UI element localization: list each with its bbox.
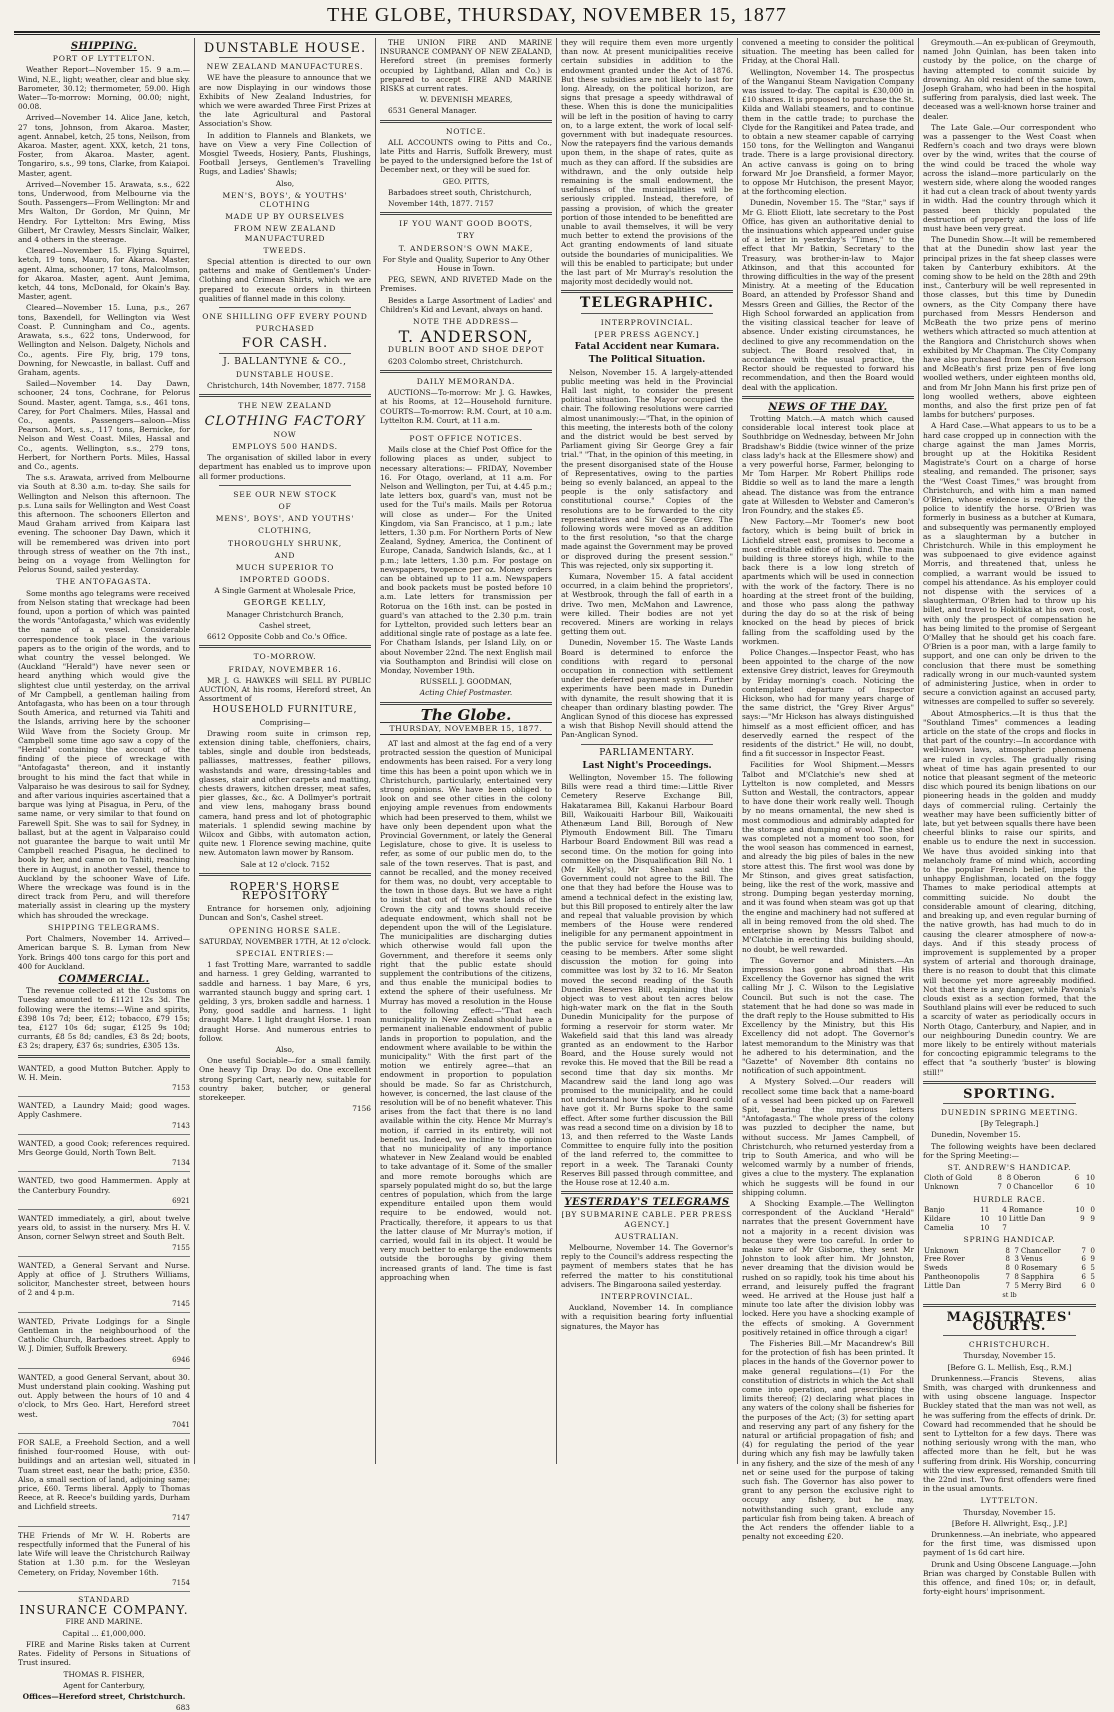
ad-number: 6921: [172, 1196, 190, 1205]
ad-number: 7143: [172, 1121, 190, 1130]
weight-value: 0: [1006, 1181, 1012, 1191]
commercial-text: The revenue collected at the Customs on Tuesday amounted to £1121 12s 3d. The following were the items:—Wine and spirits, £398 10s 7d; beer, £12; tobacco, £79 15s; tea, £127 10s 6d; sugar, £125 9s 10d; currants, £8 5s 8d; candles, £3 8s 2d; boots, £3 2s; drapery, £37 6s; sundries, £305 13s.: [18, 986, 190, 1051]
news-item: Facilities for Wool Shipment.—Messrs Talbot and M'Clatchie's new shed at Lyttelton is now completed, and Messrs Sutton and Westall, the contractors, appear to have done their work really well. Though by no means ornamental, the new shed is most commodious and admirably adapted for the storage and dumping of wool. The shed was completed not a moment too soon, for the wool season has commenced in earnest, and already the big piles of bales in the new store attest this. The first wool was done by Mr Stinson, and gives great satisfaction, being, like the rest of the work, massive and strong. Dumping began yesterday morning, and it was found when steam was got up that the engine and machinery had not suffered at all in being removed from the old shed. The enterprise shown by Messrs Talbot and M'Clatchie in erecting this building should, no doubt, be well rewarded.: [742, 760, 914, 954]
ad-number: 7152: [310, 859, 330, 869]
ad-text: WANTED, two good Hammermen. Apply at the Canterbury Foundry.: [18, 1176, 190, 1195]
globe-title: The Globe.: [420, 705, 512, 724]
yesterday-title: YESTERDAY'S TELEGRAMS: [564, 1197, 730, 1209]
weather-report: Weather Report—November 15. 9 a.m.—Wind, N.E., light; weather, clear and blue sky. Barometer, 30.12; thermometer, 59.00. High Water—To-morrow: Morning, 00.00; night, 00.08.: [18, 65, 190, 112]
imported: IMPORTED GOODS.: [239, 575, 331, 585]
entries-table: [923, 1206, 1096, 1232]
clothing-made: MEN'S, BOYS', & YOUTHS' CLOTHING: [222, 190, 348, 210]
divider: [380, 370, 552, 373]
section-title-commercial: COMMERCIAL.: [58, 973, 150, 985]
insurance-agent: THOMAS R. FISHER,: [63, 1669, 145, 1679]
news-item: Trotting Match.—A match which caused considerable local interest took place at Southbridge on Wednesday, between Mr John Bradshaw's Biddie (twice winner of the prize class lady's hack at the Ellesmere show) and a very powerful horse, Farmer, belonging to Mr Tom Harper. Mr Robert Phillips rode Biddie so well as to land the mare a length ahead. The distance was from the entrance gate at Willesden to Webster and Cameron's Iron Foundry, and the stakes £5.: [742, 413, 914, 515]
horse-name: Venus: [1020, 1254, 1043, 1264]
ad-number: 7041: [172, 1420, 190, 1429]
ropers-entrance: Entrance for horsemen only, adjoining Duncan and Son's, Cashel street.: [199, 904, 371, 923]
tomorrow: TO-MORROW.: [253, 652, 317, 662]
funeral-notice: [18, 1529, 190, 1592]
classified-ad: [18, 1174, 190, 1210]
insurance-title: INSURANCE COMPANY.: [19, 1603, 189, 1618]
divider: [199, 873, 371, 876]
and: AND: [274, 550, 296, 560]
shipping-telegrams-heading: SHIPPING TELEGRAMS.: [48, 922, 160, 932]
horse-name: Kildare: [924, 1213, 951, 1223]
firm-name: J. BALLANTYNE & CO.,: [223, 356, 347, 367]
masthead-title: THE GLOBE, THURSDAY, NOVEMBER 15, 1877: [327, 3, 787, 26]
nz-manufactures: NEW ZEALAND MANUFACTURES.: [206, 62, 364, 72]
cc-before: [Before G. L. Mellish, Esq., R.M.]: [947, 1362, 1072, 1372]
ad-text: WANTED, a Laundry Maid; good wages. Apply Cashmere.: [18, 1101, 190, 1120]
column-4: [557, 38, 738, 1464]
memoranda-text: AUCTIONS—To-morrow: Mr J. G. Hawkes, at his Rooms, at 12—Household furniture. COURTS—To-morrow: R.M. Court, at 10 a.m. Lyttelton R.M. Court, at 11 a.m.: [380, 388, 552, 425]
ad-number: 7134: [172, 1159, 190, 1168]
weight-value: 10: [980, 1213, 990, 1223]
weight-value: 0: [1090, 1204, 1095, 1214]
cleared-2: Cleared—November 15. Luna, p.s., 267 tons, Baxendell, for Wellington via West Coast. P. Cunningham and Co., agents. Arawata, s.s., 622 tons, Underwood, for Wellington and Nelson. Dalgety, Nichols and Co., agents. Fire Fly, brig, 179 tons, Downing, for Newcastle, in ballast. Cuff and Graham, agents.: [18, 303, 190, 377]
clothing-factory: CLOTHING FACTORY: [204, 413, 366, 429]
divider: [943, 1335, 1076, 1336]
ad-number: 7155: [172, 1243, 190, 1252]
special-attention: Special attention is directed to our own patterns and make of Gentlemen's Under-Clothing and Crimean Shirts, which we are prepared to execute orders in thirteen qualities of flannel made in this colony.: [199, 257, 371, 303]
comprising: Comprising—: [259, 717, 311, 727]
firm-date: [199, 381, 371, 390]
entries-table: [923, 1247, 1096, 1291]
nz-clothing: THE NEW ZEALAND: [238, 401, 332, 411]
household: HOUSEHOLD FURNITURE,: [212, 705, 358, 716]
horse-name: Little Dan: [1008, 1213, 1046, 1223]
employs: EMPLOYS 500 HANDS.: [232, 441, 338, 451]
interprovincial: INTERPROVINCIAL.: [600, 317, 694, 327]
purchased: PURCHASED: [255, 324, 315, 334]
dunstable-text-1: WE have the pleasure to announce that we are now Displaying in our windows those Exhibits of New Zealand Industries, for which we were awarded Three First Prizes at the late Agricultural and Pastoral Association's Show.: [199, 73, 371, 129]
weight-value: 6: [1074, 1173, 1080, 1183]
dunedin-date: Dunedin, November 15.: [931, 1130, 1021, 1140]
submarine: [BY SUBMARINE CABLE. PER PRESS AGENCY.]: [561, 1210, 733, 1229]
weight-value: 9: [1090, 1213, 1095, 1223]
australian: AUSTRALIAN.: [614, 1231, 680, 1241]
interprovincial-2: INTERPROVINCIAL.: [600, 1292, 694, 1301]
parliament-text: Wellington, November 15. The following Bills were read a third time:—Little River Cemetery Reserve Exchange Bill, Hakataramea Bill, Kakanui Harbour Board Bill, Waikouaiti Harbour Bill, Waikouaiti Athenæum Land Bill, Borough of New Plymouth Endowment Bill. The Timaru Harbour Board Endowment Bill was read a second time. On the motion for going into committee on the Disqualification Bill No. 1 (Mr Kelly's), Mr Sheehan said the Government could not agree to the Bill. The one that they had before the House was to amend a technical defect in the existing law, but this Bill proposed to entirely alter the law and repeal that valuable provision by which members of the House were rendered ineligible for any permanent appointment in the public service for twelve months after ceasing to be members. After some slight discussion the motion for going into committee was lost by 32 to 16. Mr Seaton moved the second reading of the South Dunedin Reserves Bill, explaining that its object was to vest about ten acres below high-water mark on the flat in the South Dunedin Municipality for the purpose of forming a reservoir for storm water. Mr Wakefield said that this land was already granted as an endowment to the Harbor Board, and the House surely would not revoke this. He moved that the Bill be read a second time that day six months. Mr Macandrew said the land long ago was promised to the municipality, and he could not understand how the Harbor Board could have got it. Mr Burns spoke to the same effect. After some further discussion the Bill was read a second time on a division by 18 to 13, and then referred to the Waste Lands Committee to enquire fully into the position of the land referred to, the committee to report in a week. The Taranaki County Reserves Bill passed through committee, and the House rose at 12.40 a.m.: [561, 773, 733, 1187]
ad-number: 7154: [172, 1578, 190, 1587]
wellington-text: Wellington, November 14. The prospectus of the Wanganui Steam Navigation Company was issued to-day. The capital is £30,000 in £10 shares. It is proposed to purchase the St. Kilda and Wallabi steamers, and to continue them in the cattle trade; to purchase the Clyde for the Rangitikei and Patea trade, and to obtain a new steamer capable of carrying 150 tons, for the Wellington and Wanganui trade. There is a large provisional directory. An active canvass is going on to bring forward Mr Joe Dransfield, a former Mayor, to oppose Mr Hutchison, the present Mayor, at the forthcoming election.: [742, 67, 914, 197]
weight-value: 10: [1075, 1204, 1085, 1214]
parliamentary-title: PARLIAMENTARY.: [599, 747, 695, 758]
union-sig: W. DEVENISH MEARES,: [419, 95, 513, 105]
tweeds: TWEEDS.: [263, 245, 307, 255]
last-night: Last Night's Proceedings.: [582, 760, 712, 771]
ad-text: WANTED, a good General Servant, about 30. Must understand plain cooking. Washing put out. Apply between the hours of 10 and 4 o'clock, to Mrs Geo. Hart, Hereford street west.: [18, 1372, 190, 1419]
divider: [581, 744, 713, 745]
horse-name: Unknown: [924, 1245, 959, 1255]
horse-name: Rosemary: [1020, 1263, 1058, 1273]
telegraphic-title: TELEGRAPHIC.: [579, 295, 715, 312]
kumara-text: Kumara, November 15. A fatal accident occurred, in a claim behind the proprietors', at Westbrook, through the fall of earth in a drive. Two men, McMahon and Lawrence, were killed. Their bodies are not yet recovered. Miners are working in relays getting them out.: [561, 571, 733, 637]
christchurch-court: CHRISTCHURCH.: [968, 1340, 1051, 1350]
horse-name: Cloth of Gold: [924, 1173, 973, 1183]
memoranda-title: DAILY MEMORANDA.: [416, 376, 516, 386]
entries-list: 1 fast Trotting Mare, warranted to saddle and harness. 1 grey Gelding, warranted to saddle and harness. 1 bay Mare, 6 yrs, warranted staunch buggy and spring cart. 1 gelding, 3 yrs, broken saddle and harness. 1 Pony, good saddle and harness. 1 light draught Mare. 1 light draught Horse. 1 roan draught Horse. And numerous entries to follow.: [199, 960, 371, 1043]
insurance-text: FIRE and Marine Risks taken at Current Rates. Fidelity of Persons in Situations of Trust insured.: [18, 1639, 190, 1668]
kelly: GEORGE KELLY,: [243, 597, 327, 608]
classified-ad: [18, 1137, 190, 1173]
weight-value: 10: [1085, 1173, 1095, 1183]
news-item: Police Changes.—Inspector Feast, who has been appointed to the charge of the now extensive Grey district, leaves for Greymouth by Friday morning's coach. Noticing the contemplated departure of Inspector Hickson, who had for many years charge of the same district, the "Grey River Argus" says:—"Mr Hickson has always distinguished himself as a most efficient officer, and has deservedly earned the respect of the residents of the district." He will, no doubt, find a fit successor in Inspector Feast.: [742, 648, 914, 759]
column-1: [14, 38, 195, 1712]
for-style: For Style and Quality, Superior to Any Other House in Town.: [382, 254, 550, 274]
notice-title: NOTICE.: [445, 126, 487, 136]
ad-number: 6531: [388, 106, 407, 116]
ad-number: 7145: [172, 1299, 190, 1308]
press-agency: [PER PRESS AGENCY.]: [594, 329, 700, 339]
divider: [561, 290, 733, 293]
pegged: PEG, SEWN, AND RIVETED Made on the Premises.: [380, 275, 552, 294]
editorial-1: AT last and almost at the fag end of a very protracted session the question of Municipal endowments has been raised. For a very long time this has been a point upon which we in Christchurch, particularly, entertained very strong opinions. We have been obliged to look on and see other cities in the colony enjoying ample revenues from endowments which had been preserved to them, whilst we have only been dependent upon what the Provincial Government, or lately the General Legislature, chose to give. It is useless to refer, as some of our public men do, to the sale of the town reserves. That is past, and cannot be recalled, and the money received for them was, no doubt, very acceptable to the town in those days. But we have a right to insist that out of the waste lands of the Crown the city and towns should receive adequate endowment, which shall not be dependent upon the will of the Legislature. The municipalities are discharging duties which otherwise would fall upon the Government, and therefore it seems only right that the public estate should supplement the contributions of the citizens, and thus enable the municipal bodies to extend the sphere of their usefulness. Mr Murray has moved a resolution in the House to the following effect:—"That each municipality in New Zealand should have a permanent inalienable endowment of public lands in proportion to population, and the endowment where available to be within the municipality." With the first part of the motion we entirely agree—that an endowment in proportion to population should be made. So far as Christchurch, however, is concerned, the last clause of the resolution will be of no benefit whatever. This arises from the fact that there is no land available within the city. Hence Mr Murray's motion, if carried in its entirety, will not benefit us. Indeed, we incline to the opinion that no municipality of any importance whatever in New Zealand would be enabled to take advantage of it. Some of the smaller and more remote boroughs which are sparsely populated might do so, but the large centres of population, which from the large expenditure entailed upon them would require to be endowed, would not. Practically, therefore, it appears to us that the latter clause of Mr Murray's motion, if carried, would fail in its object. It would be very much better to enlarge the endowments outside the boroughs by giving them increased grants of land. The time is fast approaching when: [380, 739, 552, 1282]
anderson-own: T. ANDERSON'S OWN MAKE,: [398, 243, 534, 253]
dunstable-title: DUNSTABLE HOUSE.: [203, 41, 367, 56]
arrivals-15: Arrived—November 15. Arawata, s.s., 622 tons, Underwood, from Melbourne via the South. Passengers—From Wellington: Mr and Mrs Walton, Dr Gordon, Mr Quinn, Mr Hendry. For Lyttelton: Mrs Ewing, Miss Gilbert, Mr Crawley, Messrs Sinclair, Walker, and 4 others in the steerage.: [18, 179, 190, 245]
horse-name: Merry Bird: [1020, 1280, 1062, 1290]
divider: [923, 1081, 1096, 1084]
weight-value: 7: [997, 1181, 1002, 1191]
lyttelton-court: LYTTELTON.: [980, 1496, 1039, 1506]
news-item: The Governor and Ministers.—An impression has gone abroad that His Excellency the Governor has signed the writ calling Mr J. C. Wilson to the Legislative Council. But such is not the case. The statement that he had done so was made in the draft reply to the House submitted to His Excellency by the Ministry, but this His Excellency did not adopt. The Governor's latest memorandum to the Ministry was that he adhered to his determination, and the "Gazette" of November 8th contains no notification of such appointment.: [742, 955, 914, 1076]
weight-value: 6: [1081, 1263, 1086, 1273]
news-item: The Dunedin Show.—It will be remembered that at the Dunedin show last year the principal prizes in the fat sheep classes were taken by Canterbury exhibitors. At the coming show to be held on the 28th and 29th inst., Canterbury will be well represented in those classes, but this time by Dunedin owners, as the City Company there have purchased from Messrs Henderson and McBeath the two prize pens of merino wethers which attracted so much attention at the Rangiora and Christchurch shows when exhibited by Mr Chapman. The City Company have also purchased from Messrs Henderson and McBeath's first prize pen of five long woolled wethers, under eighteen months old, and from Mr John Mann his first prize pen of long woolled wethers, above eighteen months, and also the first prize pen of fat lambs for butchers' purposes.: [923, 235, 1096, 420]
ad-text: WANTED immediately, a girl, about twelve years old, to assist in the nursery. Mrs H. V. Anson, corner Selwyn street and South Belt.: [18, 1213, 190, 1242]
horse-name: Pantheonopolis: [924, 1271, 980, 1281]
classified-ad: [18, 1315, 190, 1369]
dublin-depot: DUBLIN BOOT AND SHOE DEPOT: [387, 345, 545, 355]
try: TRY: [457, 231, 475, 241]
melbourne-text: Melbourne, November 14. The Governor's reply to the Council's address respecting the payment of members states that he has referred the matter to his constitutional advisers. The Bingaroona sailed yesterday.: [561, 1242, 733, 1289]
sale-time: [199, 860, 371, 869]
column-6: [919, 38, 1100, 1597]
news-item: About Atmospherics.—It is thus that the "Southland Times" commences a leading article on the state of the crops and flocks in that part of the country:—In accordance with well-known laws, atmospheric phenomena are ruled in cycles. The gradually rising wheat of time has again presented to our notice that pleasant segment of the meteoric disc which poured its benign libations on our pioneering heads in the golden and muddy days of commercial ruling. Certainly the weather may have been sufficiently bitter of late, but yet between squalls there have been cheerful blinks to raise our spirits, and enable us to endure the next in succession. We have thus avoided sinking into that melancholy frame of mind which, according to the popular French belief, impels the unhappy Englishman, located on the foggy Thames to make periodical attempts at committing suicide. No doubt the considerable amount of clearing, ditching, and breaking up, and even regular burning of the native growth, has had much to do in causing the clearer atmosphere of now-a-days. And if this steady process of improvement is supplemented by a proper system of arterial and thorough drainage, there is no reason to doubt that this climate will become yet more agreeably modified. Not that there is any danger, while Pavonia's clouds exist as a section formed, that the Southland plains will ever be reduced to such a scarcity of water as periodically occurs in North Otago, Canterbury, and Napier, and in our neighbouring Dunedin country. We are more likely to be entirely without materials for concocting epigrammic telegrams to the effect that "a southerly 'buster' is blowing still!": [923, 708, 1096, 1077]
weight-value: 8: [1005, 1254, 1010, 1264]
dunedin-text: Dunedin, November 15. The Waste Lands Board is determined to enforce the conditions with regard to personal occupation in connection with settlement under the deferred payment system. Further experiments have been made in Dunedin with dynamite, the result showing that it is cheaper than ordinary blasting powder. The Anglican Synod of this diocese has expressed a wish that Bishop Nevill should attend the Pan-Anglican Synod.: [561, 638, 733, 740]
horse-name: Sweds: [924, 1263, 948, 1273]
weight-value: 7: [1081, 1245, 1086, 1255]
horse-name: Sapphira: [1020, 1271, 1054, 1281]
dunstable-text-2: In addition to Flannels and Blankets, we have on View a very Fine Collection of Mosgiel Tweeds, Hosiery, Pants, Flushings, Football Jerseys, Gentlemen's Travelling Rugs, and Ladies' Shawls;: [199, 130, 371, 177]
superior: MUCH SUPERIOR TO: [235, 562, 335, 572]
antofagasta-heading: THE ANTOFAGASTA.: [56, 577, 152, 587]
notice-text: ALL ACCOUNTS owing to Pitts and Co., late Pitts and Harris, Suffolk Brewery, must be payed to the undersigned before the 1st of December next, or they will be sued for.: [380, 137, 552, 175]
ad-number: 6203: [388, 356, 407, 366]
ad-text: THE Friends of Mr W. H. Roberts are respectfully informed that the Funeral of his late Wife will leave the Christchurch Railway Station at 1.30 p.m. for the Wesleyan Cemetery, on Friday, November 16th.: [18, 1530, 190, 1577]
kelly-street: Cashel street,: [258, 620, 312, 630]
dublin-addr-text: Colombo street, Christchurch.: [409, 356, 523, 366]
ad-text: WANTED, a General Servant and Nurse. Apply at office of J. Struthers Williams, solicitor, Manchester street, between hours of 2 and 4 p.m.: [18, 1260, 190, 1298]
shrunk: THOROUGHLY SHRUNK,: [227, 538, 342, 548]
divider: [219, 353, 351, 354]
masthead: [0, 0, 1114, 30]
hawkes: MR J. G. HAWKES will SELL BY PUBLIC AUCTION, At his rooms, Hereford street, An Assortment of: [199, 675, 371, 704]
port-heading: PORT OF LYTTELTON.: [52, 54, 156, 64]
news-item: New Factory.—Mr Toomer's new boot factory, which is being built of brick in Lichfield street east, promises to become a most creditable edifice of its kind. The main building is three storeys high, while to the back there is a low long stretch of apartments which will be used in connection with the work of the factory. There is no hoarding at the street front of the building, and those who pass along the pathway during the day do so at the risk of being knocked on the head by pieces of brick falling from the scaffolding used by the workmen.: [742, 517, 914, 646]
news-item: A Mystery Solved.—Our readers will recollect some time back that a name-board of a vessel had been picked up on Farewell Spit, bearing the mysterious letters "Antofagasta." The whole press of the colony was puzzled to decipher the name, but without success. Mr James Campbell, of Christchurch, who returned yesterday from a trip to South America, and who will be welcomed warmly by a number of friends, gives a clue to the mystery. The explanation which he suggests will be found in our shipping column.: [742, 1077, 914, 1197]
horse-name: Banjo: [924, 1204, 945, 1214]
weight-value: 7: [1002, 1222, 1007, 1232]
weight-value: 8: [997, 1173, 1002, 1183]
weight-value: [1086, 1224, 1096, 1233]
wholesale: A Single Garment at Wholesale Price,: [214, 586, 356, 596]
handicap-title: HURDLE RACE.: [973, 1194, 1046, 1204]
ad-number: 6946: [172, 1355, 190, 1364]
weight-value: 3: [1014, 1254, 1019, 1264]
weight-value: 8: [1014, 1271, 1019, 1281]
divider: [18, 1055, 190, 1058]
weight-value: 0: [1090, 1245, 1095, 1255]
union-role-text: General Manager.: [409, 106, 477, 116]
masthead-rule: [14, 31, 1100, 33]
masthead-rule-thin: [14, 34, 1100, 35]
weights-intro: The following weights have been declared for the Spring Meeting:—: [923, 1141, 1096, 1160]
divider: [581, 313, 713, 314]
ad-text: WANTED, a good Cook; references required. Mrs George Gould, North Town Belt.: [18, 1138, 190, 1157]
made-up: MADE UP BY OURSELVES: [225, 212, 345, 222]
editorial-2: they will require them even more urgently than now. At present municipalities receive certain subsidies in addition to the endowment granted under the Act of 1876. But these subsidies are not likely to last for long. Already, on the political horizon, are signs that presage a speedy withdrawal of these. When this is done the municipalities will be left in the position of having to carry on, to a large extent, the work of local self-government with but inadequate resources. Now the ratepayers find the various demands upon them, in the shape of rates, quite as much as they can afford. If the subsidies are withdrawn, and the only outside help remaining is the small endowment, the usefulness of the municipalities will be seriously crippled. Instead, therefore, of passing a provision, of which the greater portion of those intended to be benefitted are unable to avail themselves, it will be very much better to extend the provisions of the Act granting endowments of land situate outside the boundaries of municipalities. We will this be enabled to participate; but under the last part of Mr Murray's resolution the majority most decidedly would not.: [561, 38, 733, 287]
of: OF: [278, 501, 292, 511]
classified-ad: [18, 1212, 190, 1257]
firm-house: DUNSTABLE HOUSE.: [235, 369, 335, 379]
divider: [380, 120, 552, 123]
weight-value: 8: [1005, 1263, 1010, 1273]
weight-value: 5: [1090, 1271, 1095, 1281]
kelly-opposite: [199, 632, 371, 641]
weight-value: 8: [1006, 1173, 1012, 1183]
column-3: [376, 38, 557, 1464]
section-title-shipping: SHIPPING.: [70, 41, 138, 52]
cc-text: Drunkenness.—Francis Stevens, alias Smith, was charged with drunkenness and with using obscene language. Inspector Buckley stated that the man was not well, as he was suffering from the effects of drink. Dr. Coward had recommended that he should be sent to Lyttelton for a few days. There was nothing seriously wrong with the man, who affected more than he felt, but he was suffering from drink. His Worship, concurring with the view expressed, remanded Smith till the 22nd inst. Two first offenders were fined in the usual amounts.: [923, 1373, 1096, 1494]
divider: [219, 485, 351, 486]
handicap-title: ST. ANDREW'S HANDICAP.: [947, 1162, 1072, 1172]
ad-number: 7156: [352, 1104, 371, 1114]
weight-value: 6: [1081, 1254, 1086, 1264]
weight-value: 10: [997, 1213, 1007, 1223]
furniture-list: Drawing room suite in crimson rep, extension dining table, cheffoniers, chairs, tables, single and double iron bedsteads, palliasses, mattresses, feather pillows, washstands and ware, dressing-tables and glasses, stair and other carpets and matting, chests drawers, kitchen dresser, meat safes, pier glasses, &c., &c. A Dollmyer's portrait and view lens, mahogany brass bound camera, hand press and lot of photographic materials. 1 splendid sewing machine by Wilcox and Gibbs, with automaton action, quite new. 1 Florence sewing machine, quite new. Automaton lawn mower by Ransom.: [199, 728, 371, 858]
news-title: NEWS OF THE DAY.: [768, 401, 888, 413]
classified-ad: [18, 1062, 190, 1098]
weight-value: 7: [1005, 1271, 1010, 1281]
sailed: Sailed—November 14. Day Dawn, schooner, 24 tons, Cochrane, for Pelorus Sound. Master, agent. Tamga, s.s., 461 tons, Carey, for Port Chalmers. Miles, Hassal and Co., agents. Passengers—saloon—Miss Pearson. Mort, s.s., 117 tons, Bernicke, for Nelson and West Coast. Miles, Hassal and Co., agents. Wellington, s.s., 279 tons, Herbert, for Northern Ports. Miles, Hassal and Co., agents.: [18, 379, 190, 471]
newspaper-columns: [14, 38, 1100, 1712]
divider: [400, 429, 532, 430]
weight-value: 9: [1080, 1213, 1085, 1223]
see-stock: SEE OUR NEW STOCK: [233, 489, 337, 499]
news-item: The Fisheries Bill.—Mr Macandrew's Bill for the protection of fish has been printed. It places in the hands of the Governor power to make general regulations—(1) For the constitution of districts in which the Act shall come into operation, and prescribing the limits thereof; (2) declaring what places in any waters of the colony shall be fisheries for the purposes of the Act; (3) for setting apart and reserving any part of any fishery for the natural or artificial propagation of fish; and (4) for regulating the period of the year during which any fish may be lawfully taken in any fishery, and the size of the mesh of any net or seine used for the purpose of taking such fish. The Governor has also power to grant to any person the exclusive right to occupy any fishery, but he may, notwithstanding such grant, exclude any particular fish from being taken. A breach of the Act renders the offender liable to a penalty not exceeding £20.: [742, 1339, 914, 1542]
divider: [561, 1191, 733, 1194]
auckland-cont: convened a meeting to consider the political situation. The meeting has been called for Friday, at the Choral Hall.: [742, 38, 914, 66]
friday: FRIDAY, NOVEMBER 16.: [228, 664, 342, 674]
classified-ad: [18, 1436, 190, 1527]
ly-before: [Before H. Allwright, Esq., J.P.]: [951, 1518, 1068, 1528]
ad-number: 6612: [207, 632, 226, 642]
horse-name: Chancellor: [1020, 1245, 1061, 1255]
globe-date: THURSDAY, NOVEMBER 15, 1877.: [380, 722, 552, 735]
insurance-capital: Capital ... £1,000,000.: [62, 1628, 146, 1638]
ad-number: 7153: [172, 1083, 190, 1092]
ad-number: 7157: [474, 199, 494, 209]
also-2: Also,: [275, 1045, 295, 1055]
ad-number: 7147: [172, 1513, 190, 1522]
union-role: [380, 106, 552, 115]
besides: Besides a Large Assortment of Ladies' and Children's Kid and Levant, always on hand.: [380, 295, 552, 314]
classified-ad: [18, 1099, 190, 1135]
weight-value: 9: [1090, 1254, 1095, 1264]
ad-number: 683: [175, 1703, 190, 1712]
opening: OPENING HORSE SALE.: [228, 925, 342, 935]
weights-unit: st lb: [1002, 1290, 1017, 1299]
political-text: Nelson, November 15. A largely-attended public meeting was held in the Provincial Hall last night, to consider the present political situation. The Mayor occupied the chair. The following resolutions were carried almost unanimously:—"That, in the opinion of this meeting, the interests both of the colony and the district would be best served by Parliament giving Sir George Grey a fair trial." "That, in the opinion of this meeting, in the present disorganised state of the House of Representatives, owing to the parties being so evenly balanced, an appeal to the people is the only satisfactory and constitutional course." Copies of the resolutions are to be forwarded to the city representatives and Sir George Grey. The following words were moved as an addition to the first resolution, "so that the charge made against the Government may be proved or disproved during the present session." This was rejected, only six supporting it.: [561, 367, 733, 570]
weight-value: 10: [1085, 1181, 1095, 1191]
pitts-date-text: November 14th, 1877.: [388, 199, 473, 209]
divider: [380, 212, 552, 215]
divider: [943, 1103, 1076, 1104]
news-item: Greymouth.—An ex-publican of Greymouth, named John Quinlan, has been taken into custody by the police, on the charge of having attempted to commit suicide by drowning. An old resident of the same town, Joseph Graham, who had been in the hospital suffering from paralysis, died last week. The deceased was a well-known horse trainer and dealer.: [923, 38, 1096, 121]
pitts-addr: Barbadoes street south, Christchurch,: [388, 187, 532, 197]
shipping-notes: The s.s. Arawata, arrived from Melbourne via South at 8.30 a.m. to-day. She sails for Wellington and Nelson this afternoon. The p.s. Luna sails for Wellington and West Coast this afternoon. The schooners Ellerton and Maud Graham arrived from Kaipara last evening. The schooner Day Dawn, which it will be remembered was driven into port through stress of weather on the 7th inst., being on a voyage from Wellington for Pelorus Sound, sailed yesterday.: [18, 473, 190, 575]
kelly-opp-text: Opposite Cobb and Co.'s Office.: [228, 632, 348, 642]
ropers: ROPER'S HORSE REPOSITORY: [229, 879, 341, 903]
column-2: [195, 38, 376, 1464]
horse-name: [1008, 1224, 1068, 1233]
classified-ad: [18, 1259, 190, 1313]
ly-date: Thursday, November 15.: [963, 1507, 1056, 1517]
ly-text-1: Drunkenness.—An inebriate, who appeared for the first time, was dismissed upon payment of 1s 6d cart hire.: [923, 1530, 1096, 1558]
meeting-title: DUNEDIN SPRING MEETING.: [940, 1107, 1079, 1117]
weight-value: 6: [1081, 1271, 1086, 1281]
organisation: The organisation of skilled labor in every department has enabled us to improve upon all former productions.: [199, 453, 371, 481]
insurance-head: STANDARD: [78, 1595, 130, 1605]
anderson-name: T. ANDERSON,: [398, 327, 534, 347]
insurance-agent-role: Agent for Canterbury,: [63, 1680, 145, 1690]
horse-name: Camelia: [924, 1222, 954, 1232]
weight-value: 7: [1005, 1280, 1010, 1290]
boots-head: IF YOU WANT GOOD BOOTS,: [399, 219, 533, 229]
cleared-1: Cleared—November 15. Flying Squirrel, ketch, 19 tons, Mauro, for Akaroa. Master, agent. Alma, schooner, 17 tons, Malcolmson, for Akaroa. Master, agent. Aunt Jemima, ketch, 44 tons, McDonald, for Okain's Bay. Master, agent.: [18, 246, 190, 302]
horse-name: Free Rover: [924, 1254, 965, 1264]
horse-name: Chancellor: [1013, 1181, 1053, 1191]
also: Also,: [275, 178, 295, 188]
firm-date-text: Christchurch, 14th November, 1877.: [207, 381, 345, 391]
weight-value: 0: [1014, 1263, 1019, 1273]
weight-value: 7: [1014, 1245, 1019, 1255]
divider: [923, 1304, 1096, 1307]
special-entries: SPECIAL ENTRIES:—: [235, 949, 335, 959]
entry-row: [923, 1183, 1096, 1192]
mens: MENS', BOYS', AND YOUTHS': [215, 514, 355, 524]
magistrates-title: MAGISTRATES' COURTS.: [946, 1309, 1073, 1334]
political-head: The Political Situation.: [588, 355, 706, 366]
horse-name: Romance: [1008, 1204, 1043, 1214]
ad-number: 7158: [346, 381, 366, 391]
weight-value: 4: [1002, 1204, 1007, 1214]
news-item: A Shocking Example.—The Wellington correspondent of the Auckland "Herald" narrates that the present Government have not a majority in a recent division was because they were too careful. In order to make sure of Mr Gisborne, they sent Mr Johnston to look after him. Mr Johnston, never dreaming that the division would be rushed on so rapidly, took his time about his errand, and leisurely puffed the fragrant weed. He arrived at the House just half a minute too late after the division lobby was locked. Here you have a shocking example of the effects of smoking. A Government positively retained in office through a cigar!: [742, 1198, 914, 1337]
divider: [742, 396, 914, 399]
arrivals-14: Arrived—November 14. Alice Jane, ketch, 27 tons, Johnson, from Akaroa. Master, agent. Annabel, ketch, 25 tons, Neilson, from Akaroa. Master, agent. XXX, ketch, 21 tons, Foster, from Akaroa. Master, agent. Tongariro, s.s., 99 tons, Clarke, from Kaiapoi. Master, agent.: [18, 113, 190, 178]
news-item: A Hard Case.—What appears to us to be a hard case cropped up in connection with the charge against the man James Morris, brought up at the Hokitika Resident Magistrate's Court on a charge of horse stealing, and remanded. The prisoner, says the "West Coast Times," was brought from Christchurch, and with him a man named O'Brien, whose evidence is required by the police to identify the horse. O'Brien was formerly in business as a butcher at Kumara, and subsequently was permanently employed as a slaughterman by a butcher in Christchurch. While in this employment he was subpoenaed to give evidence against Morris, and threatened that, unless he complied, a warrant would be issued to compel his attendance. As his employer could not dispense with the services of a slaughterman, O'Brien had to throw up his billet, and travel to Hokitika at his own cost, with only the prospect of compensation he has being limited to the promise of Sergeant O'Malley that he should get his coach fare. O'Brien is a poor man, with a large family to support, and one can only be driven to the conclusion that there must be something radically wrong in our much-vaunted system of administering Justice, when in order to secure a conviction against an accused party, witnesses are compelled to suffer so severely.: [923, 421, 1096, 707]
ad-text: WANTED, Private Lodgings for a Single Gentleman in the neighbourhood of the Catholic Church, Barbadoes street. Apply to W. J. Dimier, Suffolk Brewery.: [18, 1316, 190, 1354]
weight-value: 5: [1014, 1280, 1019, 1290]
post-role: Acting Chief Postmaster.: [419, 688, 513, 698]
weight-value: 11: [980, 1204, 990, 1214]
auckland-text: Auckland, November 14. In compliance with a requisition bearing forty influential signatures, the Mayor has: [561, 1303, 733, 1331]
clothing: CLOTHING,: [258, 526, 312, 536]
union-text: THE UNION FIRE AND MARINE INSURANCE COMPANY OF NEW ZEALAND, Hereford street (in premises formerly occupied by Lightband, Allan and Co.) is prepared to accept FIRE AND MARINE RISKS at current rates.: [380, 38, 552, 94]
post-text: Mails close at the Chief Post Office for the following places as under, subject to necessary alterations:— FRIDAY, November 16. For Otago, overland, at 11 a.m. For Nelson and Wellington, per Tui, at 4.45 p.m.; late letters box, guard's van, must not be used for the Tui's mails. Mails per Rotorua will close as under— For the United Kingdom, via San Francisco, at 1 p.m.; late letters, 1.30 p.m. For Northern Ports of New Zealand, Sydney, America, the Continent of Europe, Canada, Sandwich Islands, &c., at 1 p.m.; late letters, 1.30 p.m. For postage on newspapers, twopence per oz. Money orders can be obtained up to 11 a.m. Newspapers and book packets must be posted before 10 a.m. Late letters for transmission per Rotorua on the 16th inst. can be posted in guard's van attached to the 2.30 p.m. train for Lyttelton, provided such letters bear an additional single rate of postage as a late fee. For Chatham Islands, per Island Lily, on or about November 22nd. The next English mail via Southampton and Brindisi will close on Monday, November 19th.: [380, 445, 552, 675]
now: NOW: [273, 429, 297, 439]
by-telegraph: [By Telegraph.]: [980, 1119, 1039, 1129]
divider: [219, 57, 351, 58]
weight-value: 6: [1074, 1181, 1080, 1191]
entry-row: [923, 1282, 1096, 1291]
post-title: POST OFFICE NOTICES.: [409, 433, 523, 443]
divider: [380, 702, 552, 705]
pitts-date: [380, 199, 552, 208]
from-nz: FROM NEW ZEALAND MANUFACTURED: [233, 224, 337, 243]
saturday: SATURDAY, NOVEMBER 17TH, At 12 o'clock.: [199, 936, 371, 946]
weight-value: 10: [980, 1222, 990, 1232]
classified-ad: [18, 1371, 190, 1434]
horse-name: Little Dan: [924, 1280, 961, 1290]
cc-date: Thursday, November 15.: [963, 1351, 1056, 1361]
fatal-head: Fatal Accident near Kumara.: [574, 342, 720, 353]
column-5: [738, 38, 919, 1542]
insurance-sub: FIRE AND MARINE.: [65, 1617, 143, 1627]
weight-value: 8: [1005, 1245, 1010, 1255]
weight-value: [1068, 1224, 1086, 1233]
weight-value: 6: [1081, 1280, 1086, 1290]
weight-value: 0: [1090, 1280, 1095, 1290]
ly-text-2: Drunk and Using Obscene Language.—John Brian was charged by Constable Bullen with this offence, and fined 10s; or, in default, forty-eight hours' imprisonment.: [923, 1559, 1096, 1597]
sporting-title: SPORTING.: [963, 1086, 1056, 1102]
ad-text: FOR SALE, a Freehold Section, and a well finished four-roomed House, with out-buildings and an artesian well, situated in Tuam street east, near the bath; price, £350. Also, a small section of land, adjoining same; price, £60. Terms liberal. Apply to Thomas Reece, at R. Reece's building yards, Durham and Lichfield streets.: [18, 1438, 190, 1512]
horse-name: Oberon: [1013, 1173, 1041, 1183]
for-cash: FOR CASH.: [241, 336, 329, 352]
divider: [199, 394, 371, 397]
divider: [199, 645, 371, 648]
sociable: One useful Sociable—for a small family. One heavy Tip Dray. Do do. One excellent strong Spring Cart, nearly new, suitable for country baker, butcher, or general storekeeper.: [199, 1056, 371, 1103]
kelly-role: Manager Christchurch Branch,: [226, 609, 344, 619]
one-shilling: ONE SHILLING OFF EVERY POUND: [202, 312, 368, 322]
news-item: The Late Gale.—Our correspondent who was a passenger to the West Coast when Redfern's coach and two drays were blown over by the wind, writes that the course of the wind could be traced the whole way across the island—more particularly on the western side, where along the wooded ranges it had cut a clean track of about twenty yards in width. Had the country through which it passed been thickly populated the destruction of property and the loss of life must have been very great.: [923, 122, 1096, 234]
sale-time-text: Sale at 12 o'clock.: [240, 859, 309, 869]
weight-value: 5: [1090, 1263, 1095, 1273]
ad-text: WANTED, a good Mutton Butcher. Apply to W. H. Mein.: [18, 1063, 190, 1082]
dublin-addr: [380, 357, 552, 366]
dunedin-news: Dunedin, November 15. The "Star," says if Mr G. Eliott Eliott, late secretary to the Post Office, has given an authoritative denial to the insinuations which appeared under guise of a letter in yesterday's "Times," to the effect that Mr Batkin, Secretary to the Treasury, was brother-in-law to Major Atkinson, and that this accounted for throwing difficulties in the way of the present Ministry. At a meeting of the Education Board, an attended by Professor Shand and Messrs Green and Gillies, the Rector of the High School forwarded an application from the visiting classical teacher for leave of absence. Under existing circumstances, he declined to give any recommendation on the subject. The Board resolved that, in accordance with the usual practice, the Rector should be requested to forward his recommendation, and then the Board would deal with the application.: [742, 198, 914, 392]
pitts: GEO. PITTS,: [442, 176, 490, 186]
entries-table: [923, 1174, 1096, 1192]
handicap-title: SPRING HANDICAP.: [963, 1235, 1056, 1245]
horse-name: Unknown: [924, 1181, 959, 1191]
antofagasta-text: Some months ago telegrams were received from Nelson stating that wreckage had been found, upon a portion of which was painted the words "Antofagasta," which was evidently the name of a vessel. Considerable correspondence took place in the various papers as to the origin of the words, and to what country the vessel belonged. We (Auckland "Herald") have never seen or heard anything which would give the slightest clue until yesterday, on the arrival of Mr Campbell, a gentleman hailing from Antofagasta, who has been on a tour through South America, and returned via Tahiti and the Islands, arriving here by the schooner Wild Wave from the Society Group. Mr Campbell some time ago saw a copy of the "Herald" containing the account of the finding of the piece of wreckage with "Antofagasta" thereon, and it instantly brought to his mind the fact that while in Valparaiso he was desirous to sail for Sydney, and after various inquiries ascertained that a barque was lying at Pisagua, in Peru, of the same name, or very similar to that found on Farewell Spit. She was to sail for Sydney, in ballast, but at the agent in Valparaiso could not guarantee the barque to wait until Mr Campbell reached Pisagua, he declined to book by her, and came on to Tahiti, reaching there in August, in another vessel, thence to Auckland by the schooner Wave of Life. Where the wreckage was found is in the direct track from Peru, and will therefore materially assist in clearing up the mystery which has shrouded the wreckage.: [18, 588, 190, 920]
shipping-telegrams-text: Port Chalmers, November 14. Arrived—American barque S. B. Lyman from New York. Brings 400 tons cargo for this port and 400 for Auckland.: [18, 934, 190, 971]
divider: [219, 307, 351, 308]
note-address: NOTE THE ADDRESS—: [413, 317, 519, 327]
post-sig: RUSSELL J. GOODMAN,: [420, 677, 512, 687]
insurance-office: Offices—Hereford street, Christchurch.: [22, 1691, 186, 1701]
entry-row: [923, 1224, 1096, 1233]
